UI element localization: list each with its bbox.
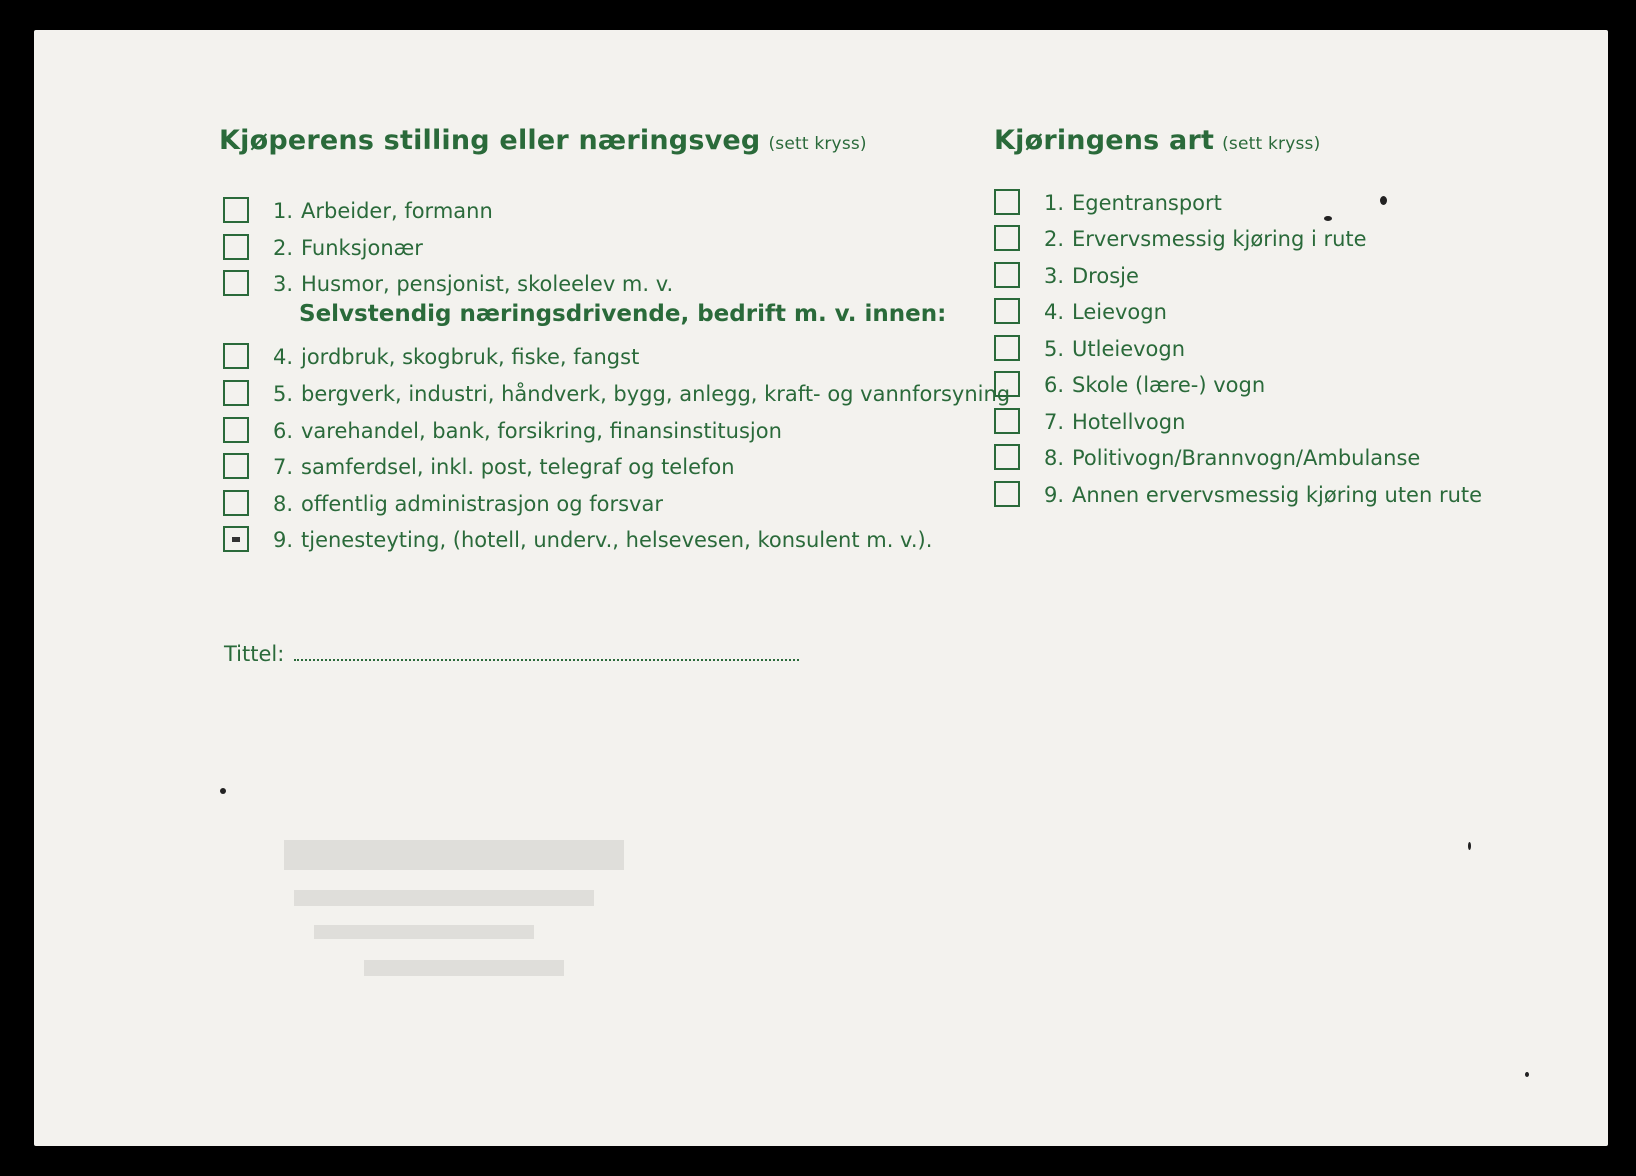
option-label: Politivogn/Brannvogn/Ambulanse [1072,446,1421,470]
option-label: Ervervsmessig kjøring i rute [1072,227,1367,251]
dust-speck [1525,1072,1529,1077]
section-title-text: Kjøringens art [994,125,1215,156]
option-label: Leievogn [1072,300,1167,324]
option-number: 3. [272,272,293,296]
checkbox[interactable] [223,490,249,516]
option-label: Drosje [1072,264,1139,288]
option-number: 8. [272,492,293,516]
option-label: tjenesteyting, (hotell, underv., helsevesen, konsulent m. v.). [301,528,933,552]
option-number: 6. [1043,373,1064,397]
buyer-occupation-section [219,125,1011,552]
option-label: samferdsel, inkl. post, telegraf og telefon [301,455,735,479]
section-title-text: Kjøperens stilling eller næringsveg [219,125,761,156]
option-label: bergverk, industri, håndverk, bygg, anlegg, kraft- og vannforsyning [301,382,1011,406]
checkbox[interactable] [994,408,1020,434]
dust-speck [220,788,226,794]
option-number: 3. [1043,264,1064,288]
option-label: Funksjonær [301,236,423,260]
option-label: offentlig administrasjon og forsvar [301,492,663,516]
checkbox[interactable] [223,234,249,260]
form-card [34,30,1608,1146]
dust-speck [1468,842,1471,850]
option-number: 1. [272,199,293,223]
option-number: 7. [1043,410,1064,434]
faded-stamp-shadow [274,830,694,1030]
option-number: 1. [1043,191,1064,215]
check-mark-icon [232,537,240,542]
option-number: 7. [272,455,293,479]
checkbox[interactable] [223,417,249,443]
option-number: 8. [1043,446,1064,470]
dust-speck [1324,216,1332,221]
checkbox[interactable] [994,298,1020,324]
checkbox[interactable] [994,335,1020,361]
option-number: 5. [272,382,293,406]
option-label: Skole (lære-) vogn [1072,373,1266,397]
option-number: 2. [1043,227,1064,251]
option-number: 5. [1043,337,1064,361]
checkbox[interactable] [994,371,1020,397]
checkbox[interactable] [223,343,249,369]
option-number: 6. [272,419,293,443]
option-label: Hotellvogn [1072,410,1186,434]
option-number: 9. [1043,483,1064,507]
option-label: Utleievogn [1072,337,1186,361]
section-hint: (sett kryss) [1222,134,1321,154]
option-number: 4. [272,345,293,369]
checkbox[interactable] [223,380,249,406]
option-label: Annen ervervsmessig kjøring uten rute [1072,483,1483,507]
option-number: 4. [1043,300,1064,324]
option-label: Egentransport [1072,191,1222,215]
dust-speck [1380,196,1387,205]
option-label: varehandel, bank, forsikring, finansinstitusjon [301,419,782,443]
buyer-occupation-title [219,125,867,156]
checkbox-checked[interactable] [223,526,249,552]
checkbox[interactable] [223,453,249,479]
checkbox[interactable] [994,225,1020,251]
checkbox[interactable] [223,197,249,223]
title-dotted-line[interactable] [294,645,799,661]
option-number: 2. [272,236,293,260]
option-number: 9. [272,528,293,552]
self-employed-subheading: Selvstendig næringsdrivende, bedrift m. v. innen: [299,301,947,327]
driving-type-title [994,125,1320,156]
driving-type-section [994,125,1483,507]
checkbox[interactable] [994,189,1020,215]
option-label: jordbruk, skogbruk, fiske, fangst [301,345,640,369]
checkbox[interactable] [994,481,1020,507]
section-hint: (sett kryss) [768,134,867,154]
checkbox[interactable] [994,444,1020,470]
title-field[interactable] [224,642,799,666]
checkbox[interactable] [223,270,249,296]
title-field-label: Tittel: [224,642,285,666]
option-label: Arbeider, formann [301,199,493,223]
checkbox[interactable] [994,262,1020,288]
option-label: Husmor, pensjonist, skoleelev m. v. [301,272,674,296]
